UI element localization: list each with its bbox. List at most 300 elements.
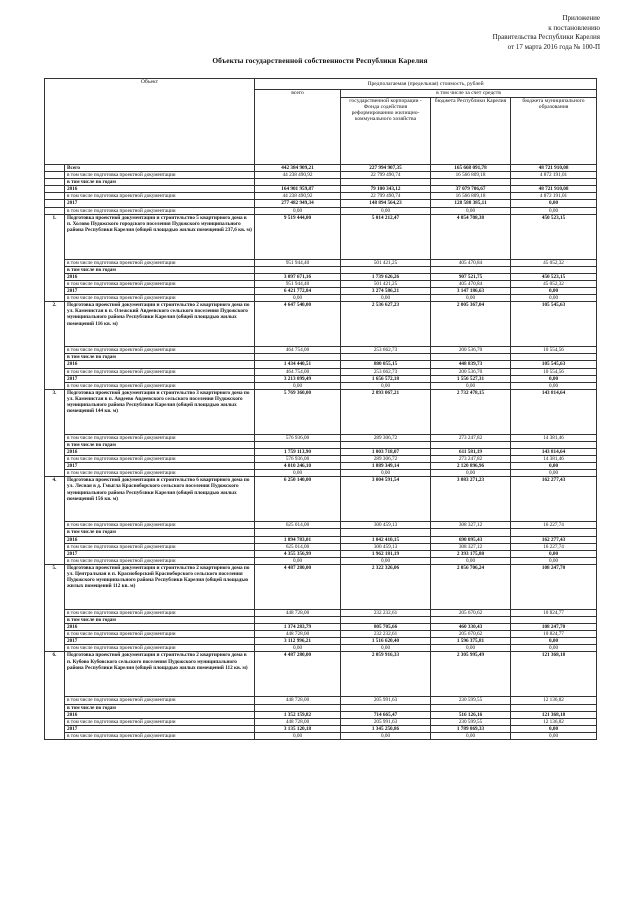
cell-fund: 205 991,63: [341, 718, 431, 725]
cell-total: 44 238 490,92: [255, 193, 341, 200]
cell-mun: 0,00: [511, 732, 597, 739]
row-label: 2016: [65, 186, 255, 193]
cell-rk: 3 083 271,23: [431, 477, 511, 522]
cell-mun: [511, 266, 597, 273]
cell-fund: 253 662,73: [341, 368, 431, 375]
cell-mun: 45 052,32: [511, 259, 597, 266]
row-label: в том числе подготовка проектной документации: [65, 434, 255, 441]
cell-fund: 2 059 916,33: [341, 652, 431, 697]
cell-rk: 0,00: [431, 470, 511, 477]
cell-total: 464 754,00: [255, 347, 341, 354]
table-row: [45, 288, 597, 295]
cell-rk: 165 668 091,78: [431, 165, 511, 172]
cell-total: 625 014,00: [255, 522, 341, 529]
row-label: в том числе подготовка проектной документации: [65, 543, 255, 550]
row-label: в том числе подготовка проектной документации: [65, 382, 255, 389]
row-label: Всего: [65, 165, 255, 172]
table-row: [45, 302, 597, 347]
row-label: 2017: [65, 725, 255, 732]
cell-mun: [511, 354, 597, 361]
cell-rk: 273 247,82: [431, 434, 511, 441]
cell-total: 1 434 440,51: [255, 361, 341, 368]
row-label: в том числе подготовка проектной документации: [65, 456, 255, 463]
cell-rk: 0,00: [431, 382, 511, 389]
appendix-line: Приложение: [562, 14, 600, 22]
cell-rk: 205 670,62: [431, 631, 511, 638]
cell-total: [255, 354, 341, 361]
table-row: [45, 165, 597, 172]
cell-rk: 200 536,70: [431, 368, 511, 375]
cell-fund: [341, 266, 431, 273]
cell-mun: 450 523,15: [511, 273, 597, 280]
cell-total: 0,00: [255, 207, 341, 214]
cell-rk: 1 789 869,33: [431, 725, 511, 732]
table-row: [45, 266, 597, 273]
row-label: в том числе подготовка проектной документации: [65, 193, 255, 200]
cell-mun: 162 277,43: [511, 536, 597, 543]
cell-rk: 460 330,43: [431, 624, 511, 631]
row-label: в том числе подготовка проектной документации: [65, 718, 255, 725]
cell-mun: 45 052,32: [511, 280, 597, 287]
table-row: [45, 441, 597, 448]
cell-rk: 16 566 809,18: [431, 172, 511, 179]
cell-total: 3 097 671,16: [255, 273, 341, 280]
cell-total: [255, 617, 341, 624]
table-row: [45, 529, 597, 536]
cell-total: 0,00: [255, 382, 341, 389]
cell-rk: 0,00: [431, 557, 511, 564]
cell-total: 1 894 783,01: [255, 536, 341, 543]
table-row: [45, 186, 597, 193]
cell-total: 1 352 159,82: [255, 711, 341, 718]
cell-total: 576 936,00: [255, 434, 341, 441]
cell-total: 5 769 360,00: [255, 389, 341, 434]
table-row: [45, 259, 597, 266]
row-label: 2017: [65, 463, 255, 470]
cell-total: 4 355 356,99: [255, 550, 341, 557]
table-row: [45, 361, 597, 368]
cell-mun: 108 247,70: [511, 564, 597, 609]
cell-rk: [431, 617, 511, 624]
table-row: [45, 609, 597, 616]
table-row: [45, 624, 597, 631]
cell-rk: [431, 529, 511, 536]
cell-rk: 611 581,19: [431, 448, 511, 455]
cell-total: 0,00: [255, 295, 341, 302]
cell-total: 3 112 996,21: [255, 638, 341, 645]
cell-fund: 0,00: [341, 557, 431, 564]
cell-fund: 1 962 181,19: [341, 550, 431, 557]
row-number: 1.: [45, 214, 65, 302]
row-label: 2017: [65, 288, 255, 295]
cell-fund: 0,00: [341, 295, 431, 302]
cell-rk: 516 126,16: [431, 711, 511, 718]
cell-fund: 1 889 349,14: [341, 463, 431, 470]
table-row: [45, 354, 597, 361]
cell-fund: 289 306,72: [341, 434, 431, 441]
cell-fund: 232 232,61: [341, 609, 431, 616]
row-label: в том числе подготовка проектной документации: [65, 207, 255, 214]
cell-fund: 300 459,13: [341, 543, 431, 550]
row-number: 2.: [45, 302, 65, 390]
cell-fund: 0,00: [341, 207, 431, 214]
cell-mun: 4 872 191,01: [511, 193, 597, 200]
cell-mun: 0,00: [511, 288, 597, 295]
table-row: [45, 172, 597, 179]
cell-rk: 200 536,70: [431, 347, 511, 354]
table-row: [45, 477, 597, 522]
cell-mun: 0,00: [511, 550, 597, 557]
cell-fund: 3 274 586,21: [341, 288, 431, 295]
row-label: в том числе по годам: [65, 529, 255, 536]
table-row: [45, 617, 597, 624]
row-label: в том числе по годам: [65, 266, 255, 273]
row-label: 2016: [65, 448, 255, 455]
row-label: 2017: [65, 550, 255, 557]
cell-mun: 12 136,82: [511, 718, 597, 725]
row-label: в том числе подготовка проектной документации: [65, 609, 255, 616]
cell-total: [255, 529, 341, 536]
cell-mun: 143 814,64: [511, 448, 597, 455]
cell-rk: 907 521,75: [431, 273, 511, 280]
table-row: [45, 697, 597, 704]
cell-fund: [341, 441, 431, 448]
cell-mun: 0,00: [511, 375, 597, 382]
cell-total: 448 728,00: [255, 718, 341, 725]
cell-fund: 253 662,73: [341, 347, 431, 354]
cell-mun: 16 227,74: [511, 522, 597, 529]
cell-mun: 0,00: [511, 725, 597, 732]
cell-fund: 289 306,72: [341, 456, 431, 463]
cell-rk: 230 599,55: [431, 718, 511, 725]
table-row: [45, 200, 597, 207]
table-row: [45, 179, 597, 186]
row-number: [45, 207, 65, 214]
table-row: [45, 463, 597, 470]
cell-rk: [431, 354, 511, 361]
cell-fund: 79 100 343,12: [341, 186, 431, 193]
cell-fund: 205 991,63: [341, 697, 431, 704]
table-row: [45, 732, 597, 739]
cell-mun: 450 523,15: [511, 214, 597, 259]
row-number: [45, 165, 65, 172]
cell-fund: 227 994 907,35: [341, 165, 431, 172]
cell-mun: [511, 179, 597, 186]
header-mun: бюджета муниципального образования: [511, 98, 597, 165]
table-row: [45, 631, 597, 638]
table-row: [45, 368, 597, 375]
cell-rk: 0,00: [431, 732, 511, 739]
row-label: в том числе подготовка проектной документации: [65, 172, 255, 179]
cell-fund: 1 003 718,07: [341, 448, 431, 455]
table-row: [45, 448, 597, 455]
cell-rk: 128 588 385,11: [431, 200, 511, 207]
row-label: в том числе по годам: [65, 179, 255, 186]
cell-rk: 0,00: [431, 207, 511, 214]
cell-fund: 1 656 572,18: [341, 375, 431, 382]
cell-total: 6 250 140,00: [255, 477, 341, 522]
cell-mun: 0,00: [511, 295, 597, 302]
cell-rk: 273 247,82: [431, 456, 511, 463]
row-number: 6.: [45, 652, 65, 740]
cell-mun: 10 554,56: [511, 368, 597, 375]
row-label: в том числе по годам: [65, 617, 255, 624]
row-number: [45, 186, 65, 193]
table-row: [45, 193, 597, 200]
cell-total: 4 010 246,10: [255, 463, 341, 470]
table-row: [45, 280, 597, 287]
cell-mun: 10 824,77: [511, 631, 597, 638]
table-body: [45, 165, 597, 740]
appendix-line: Правительства Республики Карелия: [492, 33, 600, 41]
table-row: [45, 389, 597, 434]
cell-mun: 48 721 910,08: [511, 186, 597, 193]
document-title: Объекты государственной собственности Республики Карелия: [212, 56, 428, 65]
row-label: в том числе подготовка проектной документации: [65, 631, 255, 638]
row-number: 3.: [45, 389, 65, 477]
cell-mun: 12 136,82: [511, 697, 597, 704]
cell-total: 0,00: [255, 732, 341, 739]
header-object: Объект: [45, 79, 255, 165]
cell-fund: 1 042 410,15: [341, 536, 431, 543]
row-label: 2016: [65, 361, 255, 368]
cell-rk: 448 839,73: [431, 361, 511, 368]
row-label: в том числе по годам: [65, 704, 255, 711]
header-cost: Предполагаемая (предельная) стоимость, рублей: [255, 79, 597, 90]
row-label: в том числе подготовка проектной документации: [65, 557, 255, 564]
objects-table: [44, 78, 597, 740]
row-label: 2017: [65, 638, 255, 645]
cell-rk: 2 305 995,49: [431, 652, 511, 697]
cell-rk: 205 670,62: [431, 609, 511, 616]
cell-mun: [511, 529, 597, 536]
row-label: в том числе подготовка проектной документации: [65, 368, 255, 375]
cell-rk: 690 095,43: [431, 536, 511, 543]
cell-rk: 230 599,55: [431, 697, 511, 704]
cell-fund: [341, 354, 431, 361]
cell-mun: 105 545,63: [511, 361, 597, 368]
cell-total: [255, 179, 341, 186]
header-fund: государственной корпорации - Фонда содействия реформированию жилищно-коммунального хозяйства: [341, 98, 431, 165]
cell-fund: 300 459,13: [341, 522, 431, 529]
cell-rk: 0,00: [431, 295, 511, 302]
cell-total: 3 135 120,18: [255, 725, 341, 732]
cell-rk: [431, 441, 511, 448]
row-label: Подготовка проектной документации и строительство 2 квартирного дома по ул. Каменистая в п. Олежский Авдеевского сельского поселения Пудожского муниципального района Республики Карелия (общей площадью жилых помещений 116 кв. м): [65, 302, 255, 347]
cell-total: 448 728,00: [255, 631, 341, 638]
cell-total: 448 728,00: [255, 609, 341, 616]
cell-total: 3 213 099,49: [255, 375, 341, 382]
cell-fund: 2 322 326,06: [341, 564, 431, 609]
cell-fund: [341, 617, 431, 624]
cell-total: 277 482 949,34: [255, 200, 341, 207]
cell-total: 576 936,00: [255, 456, 341, 463]
cell-mun: 0,00: [511, 200, 597, 207]
cell-total: 4 487 280,00: [255, 652, 341, 697]
cell-mun: 48 721 910,08: [511, 165, 597, 172]
cell-mun: 0,00: [511, 645, 597, 652]
table-row: [45, 522, 597, 529]
cell-fund: [341, 529, 431, 536]
table-row: [45, 711, 597, 718]
table-row: [45, 273, 597, 280]
cell-rk: [431, 266, 511, 273]
row-label: Подготовка проектной документации и строительство 2 квартирного дома в п. Кубово Кубовского сельского поселения Пудожского муниципального района Республики Карелия (общей площадью жилых помещений 112 кв. м): [65, 652, 255, 697]
cell-mun: 162 277,43: [511, 477, 597, 522]
cell-fund: 714 665,47: [341, 711, 431, 718]
cell-rk: 2 393 175,80: [431, 550, 511, 557]
table-row: [45, 564, 597, 609]
cell-mun: 10 554,56: [511, 347, 597, 354]
table-row: [45, 725, 597, 732]
cell-fund: 501 421,25: [341, 280, 431, 287]
table-row: [45, 382, 597, 389]
row-label: Подготовка проектной документации и строительство 3 квартирного дома по ул. Каменистая в п. Авдеево Авдеевского сельского поселения Пудожского муниципального района Республики Карелия (общей площадью жилых помещений 144 кв. м): [65, 389, 255, 434]
cell-rk: [431, 704, 511, 711]
cell-total: 0,00: [255, 557, 341, 564]
cell-total: 448 728,00: [255, 697, 341, 704]
cell-mun: 105 545,63: [511, 302, 597, 347]
row-label: Подготовка проектной документации и строительство 6 квартирного дома по ул. Лесная в д. Гмыгла Красноборского сельского поселения Пудожского муниципального района Республики Карелия (общей площадью жилых помещений 156 кв. м): [65, 477, 255, 522]
cell-fund: 805 705,66: [341, 624, 431, 631]
cell-fund: 3 004 591,54: [341, 477, 431, 522]
cell-rk: 2 056 706,24: [431, 564, 511, 609]
table-row: [45, 375, 597, 382]
cell-total: 464 754,00: [255, 368, 341, 375]
cell-mun: 10 824,77: [511, 609, 597, 616]
table-row: [45, 543, 597, 550]
cell-mun: 0,00: [511, 207, 597, 214]
cell-fund: 232 232,61: [341, 631, 431, 638]
row-label: в том числе подготовка проектной документации: [65, 645, 255, 652]
cell-total: 4 647 540,00: [255, 302, 341, 347]
cell-fund: [341, 704, 431, 711]
cell-rk: 16 566 809,18: [431, 193, 511, 200]
cell-fund: 0,00: [341, 470, 431, 477]
cell-mun: 16 227,74: [511, 543, 597, 550]
cell-total: 442 384 909,21: [255, 165, 341, 172]
cell-mun: [511, 441, 597, 448]
row-label: в том числе подготовка проектной документации: [65, 259, 255, 266]
cell-rk: 1 556 527,31: [431, 375, 511, 382]
cell-fund: [341, 179, 431, 186]
cell-rk: 405 470,84: [431, 280, 511, 287]
cell-fund: 501 421,25: [341, 259, 431, 266]
row-number: [45, 200, 65, 207]
cell-rk: 37 079 706,67: [431, 186, 511, 193]
cell-fund: 0,00: [341, 382, 431, 389]
cell-total: 951 944,40: [255, 259, 341, 266]
row-number: [45, 179, 65, 186]
header-rk: бюджета Республики Карелия: [431, 98, 511, 165]
cell-fund: 5 014 212,47: [341, 214, 431, 259]
cell-total: 625 014,00: [255, 543, 341, 550]
cell-mun: 4 872 191,01: [511, 172, 597, 179]
cell-rk: 405 470,84: [431, 259, 511, 266]
cell-rk: 308 327,12: [431, 543, 511, 550]
cell-fund: 880 055,15: [341, 361, 431, 368]
cell-mun: 0,00: [511, 463, 597, 470]
table-row: [45, 638, 597, 645]
cell-fund: 0,00: [341, 732, 431, 739]
row-label: 2017: [65, 200, 255, 207]
row-label: в том числе подготовка проектной документации: [65, 470, 255, 477]
row-label: 2016: [65, 536, 255, 543]
cell-total: 4 487 280,00: [255, 564, 341, 609]
cell-total: 6 421 772,84: [255, 288, 341, 295]
row-label: в том числе подготовка проектной документации: [65, 732, 255, 739]
row-number: [45, 172, 65, 179]
cell-fund: 2 893 067,21: [341, 389, 431, 434]
cell-rk: [431, 179, 511, 186]
table-row: [45, 704, 597, 711]
cell-fund: 148 894 564,23: [341, 200, 431, 207]
cell-rk: 0,00: [431, 645, 511, 652]
table-row: [45, 434, 597, 441]
row-label: в том числе подготовка проектной документации: [65, 295, 255, 302]
cell-rk: 2 732 478,15: [431, 389, 511, 434]
row-label: в том числе подготовка проектной документации: [65, 522, 255, 529]
table-row: [45, 550, 597, 557]
appendix-block: [370, 14, 600, 52]
row-label: Подготовка проектной документации и строительство 5 квартирного дома в п. Холово Пудожского городского поселения Пудожского муниципального района Республики Карелия (общей площадью жилых помещений 237,6 кв. м): [65, 214, 255, 259]
cell-total: [255, 704, 341, 711]
cell-rk: 2 005 367,04: [431, 302, 511, 347]
table-row: [45, 470, 597, 477]
cell-total: 44 238 490,92: [255, 172, 341, 179]
cell-mun: 0,00: [511, 638, 597, 645]
row-label: в том числе по годам: [65, 441, 255, 448]
cell-fund: 1 739 626,26: [341, 273, 431, 280]
row-label: 2016: [65, 711, 255, 718]
cell-fund: 1 345 250,86: [341, 725, 431, 732]
table-row: [45, 645, 597, 652]
row-label: 2016: [65, 273, 255, 280]
header-total: всего: [255, 90, 341, 165]
cell-total: 164 901 959,87: [255, 186, 341, 193]
cell-mun: 0,00: [511, 382, 597, 389]
cell-fund: 22 799 490,74: [341, 172, 431, 179]
cell-total: 1 759 113,90: [255, 448, 341, 455]
cell-rk: 4 054 708,38: [431, 214, 511, 259]
cell-mun: 108 247,70: [511, 624, 597, 631]
cell-mun: 0,00: [511, 470, 597, 477]
row-label: в том числе подготовка проектной документации: [65, 697, 255, 704]
table-row: [45, 652, 597, 697]
cell-total: 0,00: [255, 470, 341, 477]
table-row: [45, 347, 597, 354]
table-row: [45, 456, 597, 463]
table-row: [45, 214, 597, 259]
row-number: [45, 193, 65, 200]
row-number: 5.: [45, 564, 65, 652]
cell-rk: 3 147 186,63: [431, 288, 511, 295]
cell-fund: 22 799 490,74: [341, 193, 431, 200]
cell-total: [255, 266, 341, 273]
cell-mun: 14 381,46: [511, 456, 597, 463]
cell-rk: 308 327,12: [431, 522, 511, 529]
cell-mun: 121 368,18: [511, 711, 597, 718]
cell-total: 0,00: [255, 645, 341, 652]
cell-mun: 14 381,46: [511, 434, 597, 441]
cell-mun: [511, 617, 597, 624]
row-label: 2017: [65, 375, 255, 382]
header-incl: в том числе за счет средств: [341, 90, 597, 98]
cell-fund: 1 516 620,40: [341, 638, 431, 645]
row-label: в том числе подготовка проектной документации: [65, 280, 255, 287]
appendix-line: к постановлению: [548, 23, 600, 32]
cell-mun: 143 814,64: [511, 389, 597, 434]
